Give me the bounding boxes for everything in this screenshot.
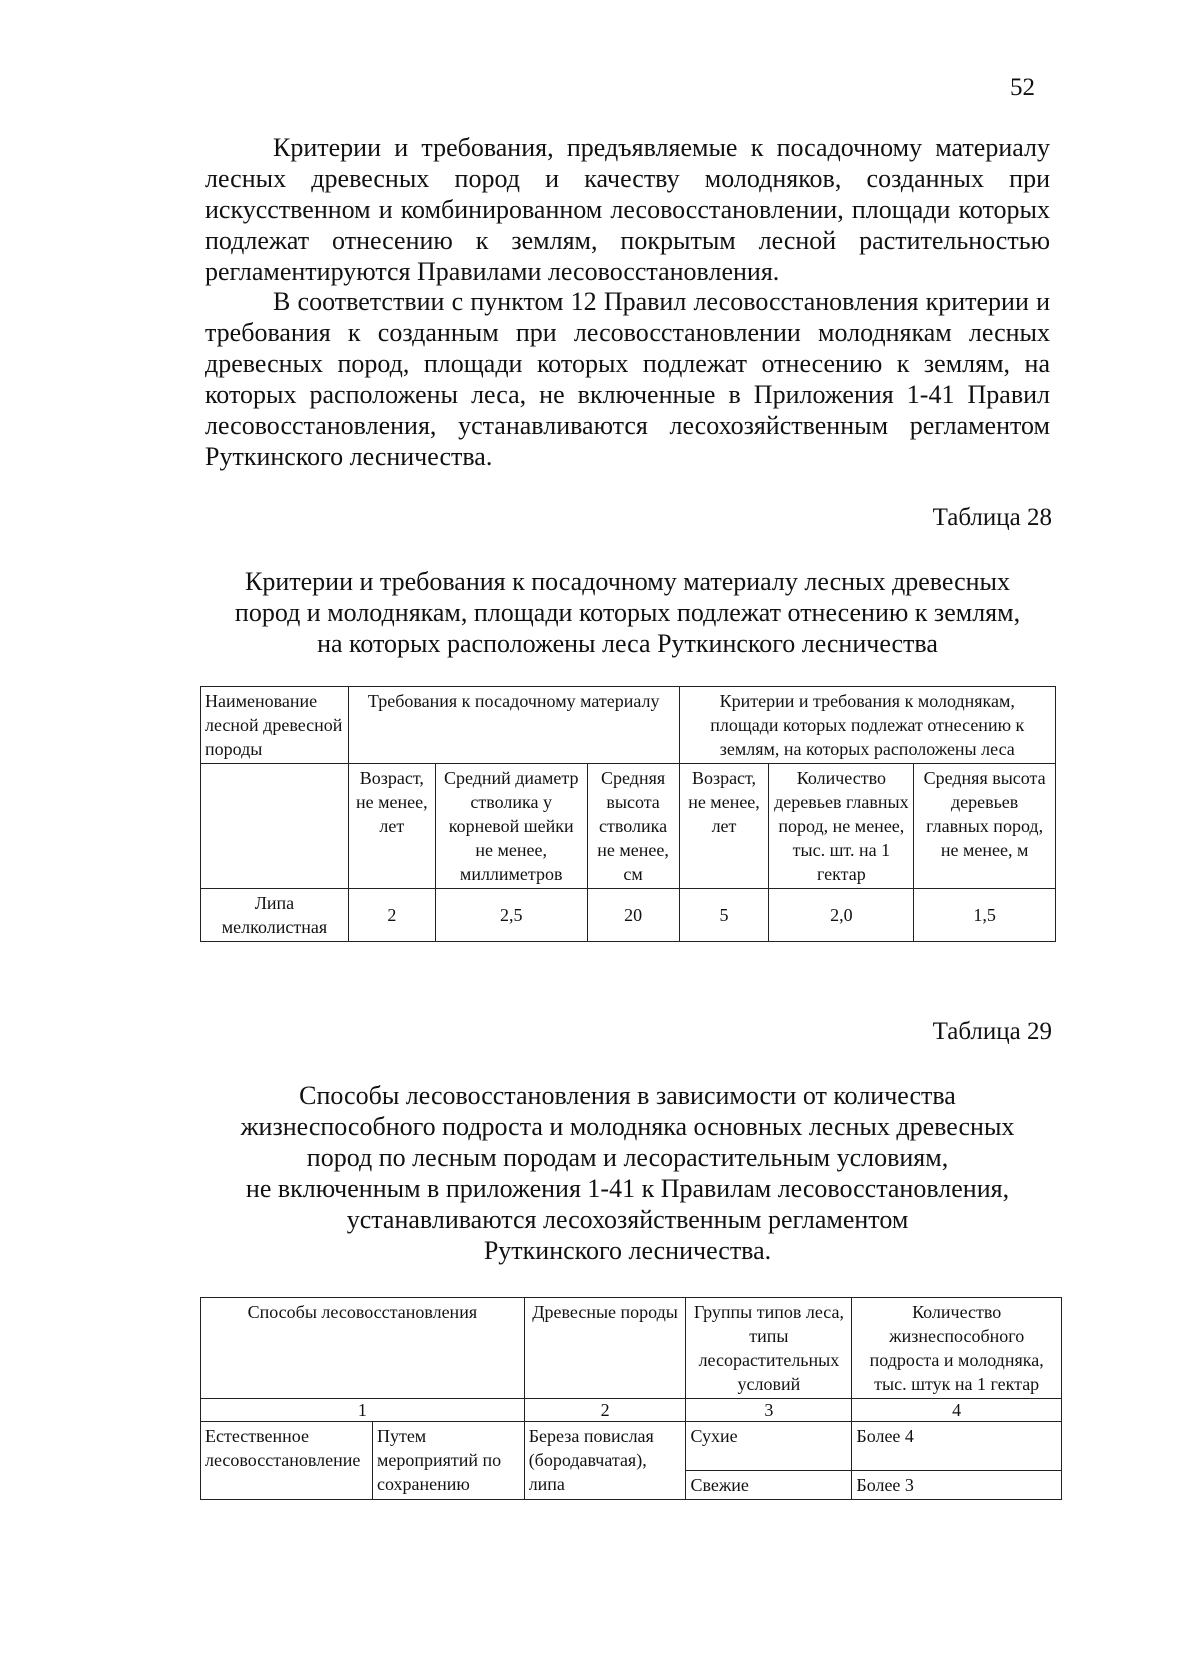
cell-submethod: Путем мероприятий по сохранению (372, 1422, 524, 1500)
table-28 (200, 686, 1056, 942)
table-28-label: Таблица 28 (932, 504, 1052, 531)
table-29-label: Таблица 29 (932, 1018, 1052, 1045)
paragraph-criteria: Критерии и требования, предъявляемые к посадочному материалу лесных древесных пород и качеству молодняков, созданных при искусственном и комбинированном лесовосстановлении, площади которых подлежат отнесению к землям, покрытым лесной растительностью регламентируются Правилами лесовосстановления. (205, 133, 1050, 286)
cell-tree-count: 2,0 (769, 889, 914, 942)
subheader-height: Средняя высота стволика не менее, см (587, 764, 679, 889)
cell-condition-dry: Сухие (686, 1422, 852, 1471)
cell-height: 20 (587, 889, 679, 942)
column-number-4: 4 (852, 1399, 1062, 1422)
cell-species: Липа мелколистная (201, 889, 349, 942)
cell-tree-height: 1,5 (914, 889, 1056, 942)
cell-amount-dry: Более 4 (852, 1422, 1062, 1471)
subheader-age: Возраст, не менее, лет (348, 764, 435, 889)
table-29 (200, 1297, 1062, 1500)
column-number-1: 1 (201, 1399, 525, 1422)
header-species-empty (201, 764, 349, 889)
cell-diameter: 2,5 (435, 889, 587, 942)
subheader-tree-height: Средняя высота деревьев главных пород, не менее, м (914, 764, 1056, 889)
header-species: Наименование лесной древесной породы (201, 687, 349, 764)
table-29-title: Способы лесовосстановления в зависимости от количества жизнеспособного подроста и молодняка основных лесных древесных пород по лесным породам и лесорастительным условиям, не включенным в приложения 1-41 к Правилам лесовосстановления, устанавливаются лесохозяйственным регламентом Руткинского лесничества. (240, 1081, 1015, 1265)
table-row (201, 889, 1056, 942)
subheader-young-age: Возраст, не менее, лет (679, 764, 769, 889)
cell-tree-species: Береза повислая (бородавчатая), липа (524, 1422, 686, 1500)
header-planting-material: Требования к посадочному материалу (348, 687, 679, 764)
cell-condition-fresh: Свежие (686, 1471, 852, 1500)
subheader-tree-count: Количество деревьев главных пород, не менее, тыс. шт. на 1 гектар (769, 764, 914, 889)
cell-age: 2 (348, 889, 435, 942)
header-methods: Способы лесовосстановления (201, 1298, 525, 1399)
cell-amount-fresh: Более 3 (852, 1471, 1062, 1500)
column-number-3: 3 (686, 1399, 852, 1422)
header-young-stands: Критерии и требования к молоднякам, площади которых подлежат отнесению к землям, на которых расположены леса (679, 687, 1055, 764)
subheader-diameter: Средний диаметр стволика у корневой шейки не менее, миллиметров (435, 764, 587, 889)
header-forest-types: Группы типов леса, типы лесорастительных условий (686, 1298, 852, 1399)
header-quantity: Количество жизнеспособного подроста и молодняка, тыс. штук на 1 гектар (852, 1298, 1062, 1399)
table-28-title: Критерии и требования к посадочному материалу лесных древесных пород и молоднякам, площади которых подлежат отнесению к землям, на которых расположены леса Руткинского лесничества (234, 567, 1021, 658)
header-species: Древесные породы (524, 1298, 686, 1399)
table-row (201, 1422, 1062, 1471)
paragraph-rules: В соответствии с пунктом 12 Правил лесовосстановления критерии и требования к созданным при лесовосстановлении молоднякам лесных древесных пород, площади которых подлежат отнесению к землям, на которых расположены леса, не включенные в Приложения 1-41 Правил лесовосстановления, устанавливаются лесохозяйственным регламентом Руткинского лесничества. (205, 287, 1050, 471)
cell-method: Естественное лесовосстановление (201, 1422, 373, 1500)
page-number: 52 (1010, 74, 1035, 101)
column-number-2: 2 (524, 1399, 686, 1422)
cell-young-age: 5 (679, 889, 769, 942)
